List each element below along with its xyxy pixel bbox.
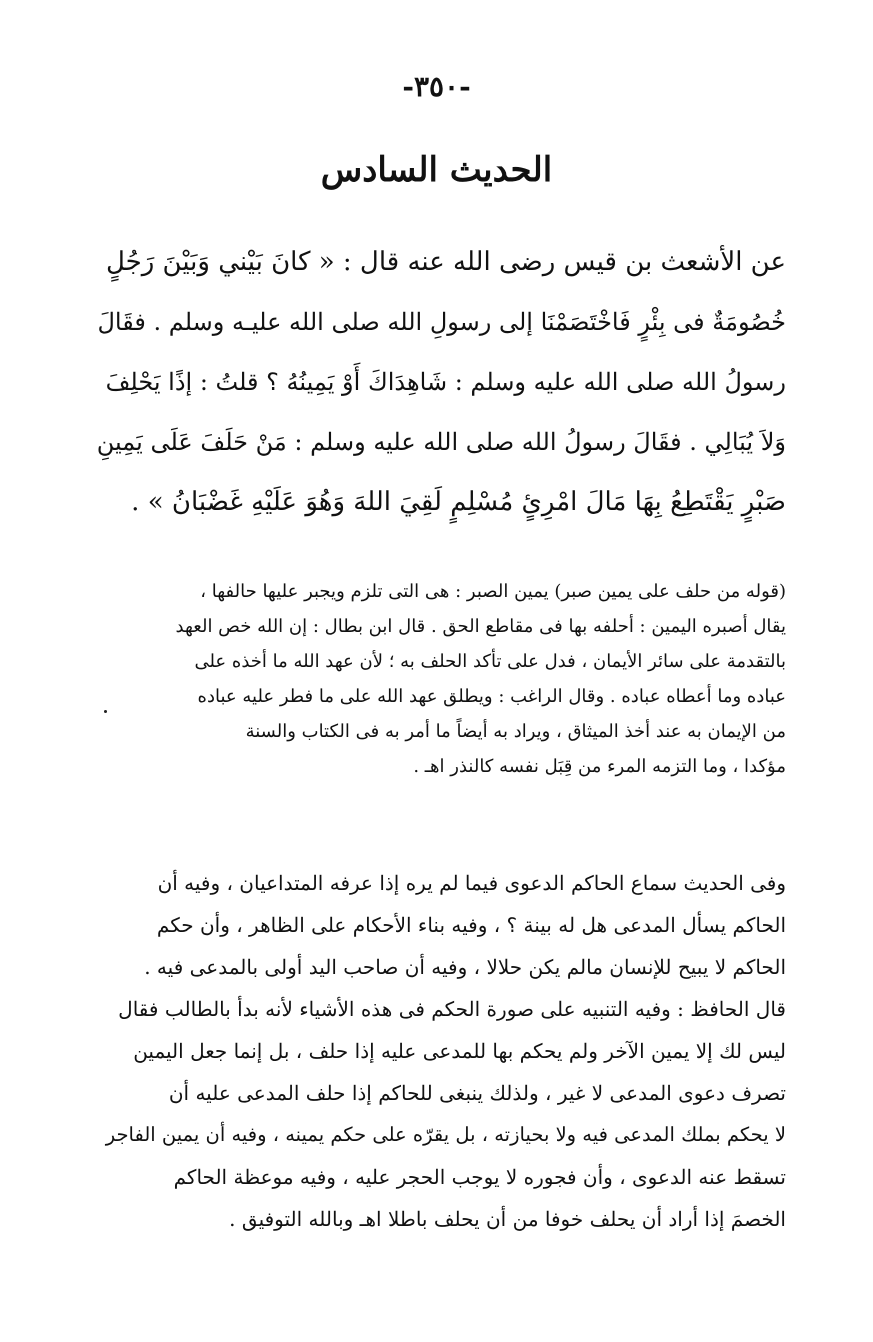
benefits-line: الحاكم يسأل المدعى هل له بينة ؟ ، وفيه بناء الأحكام على الظاهر ، وأن حكم <box>156 913 786 937</box>
commentary-line: (قوله من حلف على يمين صبر) يمين الصبر : هى التى تلزم ويجبر عليها حالفها ، <box>200 581 786 602</box>
hadith-line: عن الأشعث بن قيس رضى الله عنه قال : « كانَ بَيْني وَبَيْنَ رَجُلٍ <box>105 247 786 277</box>
benefits-line: قال الحافظ : وفيه التنبيه على صورة الحكم فى هذه الأشياء لأنه بدأ بالطالب فقال <box>118 997 786 1021</box>
commentary-line: مؤكدا ، وما التزمه المرء من قِبَل نفسه كالنذر اهـ . <box>413 756 786 777</box>
hadith-text <box>96 232 786 532</box>
hadith-line: رسولُ الله صلى الله عليه وسلم : شَاهِدَاكَ أَوْ يَمِينُهُ ؟ قلتُ : إذًا يَحْلِفَ <box>105 368 786 396</box>
ink-speck <box>104 710 107 713</box>
hadith-line: وَلاَ يُبَالِي . فقَالَ رسولُ الله صلى الله عليه وسلم : مَنْ حَلَفَ عَلَى يَمِينِ <box>96 428 786 456</box>
commentary-line: من الإيمان به عند أخذ الميثاق ، ويراد به أيضاً ما أمر به فى الكتاب والسنة <box>245 721 786 742</box>
benefits-line: الخصمَ إذا أراد أن يحلف خوفا من أن يحلف باطلا اهـ وبالله التوفيق . <box>229 1207 786 1231</box>
commentary-line: عباده وما أعطاه عباده . وقال الراغب : ويطلق عهد الله على ما فطر عليه عباده <box>197 686 786 707</box>
benefits-line: وفى الحديث سماع الحاكم الدعوى فيما لم يره إذا عرفه المتداعيان ، وفيه أن <box>157 871 786 895</box>
benefits-line: لا يحكم بملك المدعى فيه ولا بحيازته ، بل يقرّه على حكم يمينه ، وفيه أن يمين الفاجر <box>105 1123 786 1146</box>
hadith-line: صَبْرٍ يَقْتَطِعُ بِهَا مَالَ امْرِئٍ مُسْلِمٍ لَقِيَ اللهَ وَهُوَ عَلَيْهِ غَضْبَانُ » . <box>131 487 786 517</box>
commentary-text <box>96 574 786 784</box>
benefits-line: تسقط عنه الدعوى ، وأن فجوره لا يوجب الحجر عليه ، وفيه موعظة الحاكم <box>173 1165 786 1189</box>
benefits-line: تصرف دعوى المدعى لا غير ، ولذلك ينبغى للحاكم إذا حلف المدعى عليه أن <box>168 1081 786 1105</box>
benefits-text <box>96 862 786 1240</box>
page-number: -٣٥٠- <box>402 70 471 103</box>
hadith-line: خُصُومَةٌ فى بِئْرٍ فَاخْتَصَمْنَا إلى رسولِ الله صلى الله عليـه وسلم . فقَالَ <box>97 308 786 336</box>
commentary-line: بالتقدمة على سائر الأيمان ، فدل على تأكد الحلف به ؛ لأن عهد الله ما أخذه على <box>194 651 786 672</box>
benefits-line: ليس لك إلا يمين الآخر ولم يحكم بها للمدعى عليه إذا حلف ، بل إنما جعل اليمين <box>133 1039 786 1063</box>
commentary-line: يقال أصبره اليمين : أحلفه بها فى مقاطع الحق . قال ابن بطال : إن الله خص العهد <box>175 616 786 637</box>
benefits-line: الحاكم لا يبيح للإنسان مالم يكن حلالا ، وفيه أن صاحب اليد أولى بالمدعى فيه . <box>144 955 786 979</box>
hadith-title: الحديث السادس <box>320 150 553 190</box>
